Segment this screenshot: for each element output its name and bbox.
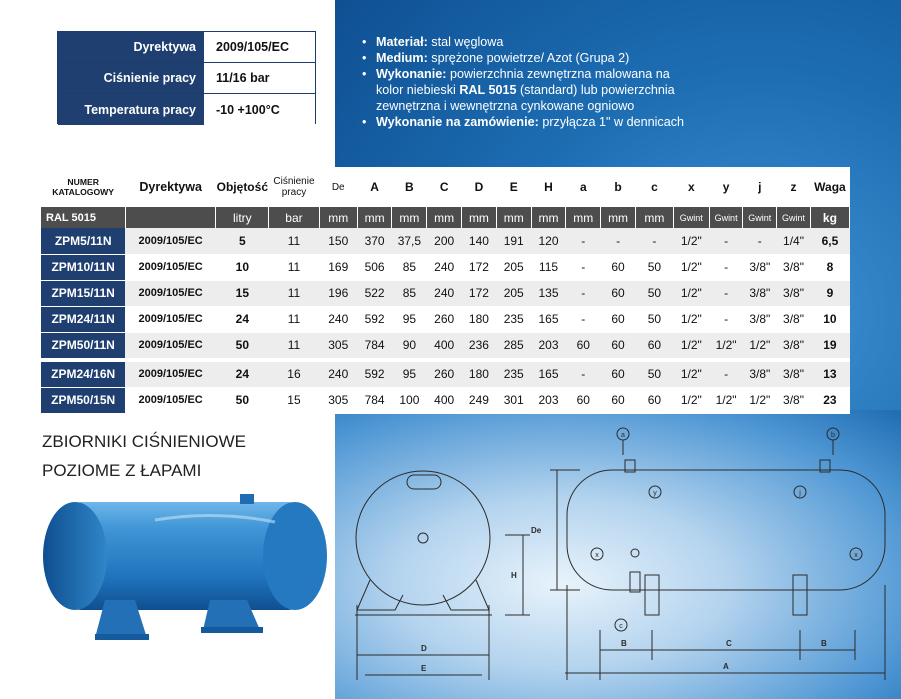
table-cell: 1/2" — [709, 332, 743, 358]
col-header: j — [743, 167, 777, 207]
col-header: z — [777, 167, 811, 207]
col-header: B — [392, 167, 427, 207]
callout-label: j — [799, 490, 801, 497]
table-cell: 2009/105/EC — [125, 228, 216, 254]
table-cell: 95 — [392, 361, 427, 387]
table-cell: 205 — [496, 254, 531, 280]
col-header-pressure: Ciśnienie pracy — [269, 167, 320, 207]
table-cell: 1/2" — [743, 332, 777, 358]
table-cell: 8 — [810, 254, 849, 280]
product-title — [42, 427, 246, 485]
table-cell: 235 — [496, 306, 531, 332]
technical-drawing — [335, 415, 901, 699]
table-cell: 95 — [392, 306, 427, 332]
table-cell: 50 — [635, 306, 673, 332]
table-cell: 50 — [635, 254, 673, 280]
table-cell: 203 — [531, 387, 566, 413]
table-cell: 60 — [635, 332, 673, 358]
unit-cell: mm — [462, 207, 497, 228]
tank-end-view — [356, 471, 490, 605]
table-cell: 1/2" — [673, 306, 709, 332]
table-cell: 24 — [216, 306, 269, 332]
table-row — [41, 280, 850, 306]
dim-label-c: C — [726, 639, 732, 648]
table-cell: 2009/105/EC — [125, 361, 216, 387]
dim-label-e: E — [421, 664, 427, 673]
table-cell: 60 — [635, 387, 673, 413]
table-cell: 180 — [462, 361, 497, 387]
tank-long-view — [567, 470, 885, 590]
table-cell: 1/2" — [673, 332, 709, 358]
feature-text: (standard) lub powierzchnia — [516, 83, 675, 97]
model-number: ZPM24/11N — [41, 306, 125, 332]
callout-label: x — [595, 552, 599, 559]
table-cell: 1/2" — [673, 280, 709, 306]
unit-cell: mm — [319, 207, 357, 228]
unit-cell: mm — [566, 207, 601, 228]
bullet-icon: • — [362, 35, 367, 49]
feature-item — [362, 34, 882, 50]
table-cell: 11 — [269, 228, 320, 254]
table-cell: 3/8" — [743, 280, 777, 306]
table-cell: 784 — [357, 387, 392, 413]
col-header: H — [531, 167, 566, 207]
table-cell: 23 — [810, 387, 849, 413]
tank-photo — [35, 480, 330, 650]
ral-code: RAL 5015 — [459, 83, 517, 97]
table-cell: - — [601, 228, 636, 254]
feature-label: Medium: — [376, 51, 428, 65]
table-cell: 3/8" — [743, 361, 777, 387]
table-cell: 2009/105/EC — [125, 306, 216, 332]
table-cell: 285 — [496, 332, 531, 358]
table-cell: 11 — [269, 306, 320, 332]
table-cell: 165 — [531, 306, 566, 332]
spec-box — [57, 31, 316, 124]
table-cell: 2009/105/EC — [125, 280, 216, 306]
table-cell: 1/2" — [673, 254, 709, 280]
table-cell: 305 — [319, 332, 357, 358]
table-cell: 16 — [269, 361, 320, 387]
col-header: y — [709, 167, 743, 207]
table-cell: 172 — [462, 254, 497, 280]
feature-text: przyłącza 1" w dennicach — [542, 115, 685, 129]
table-cell: 165 — [531, 361, 566, 387]
table-cell: 236 — [462, 332, 497, 358]
table-body — [41, 228, 850, 413]
table-row — [41, 387, 850, 413]
spec-row-temperature — [58, 94, 315, 125]
table-cell: - — [635, 228, 673, 254]
table-cell: 60 — [566, 387, 601, 413]
table-cell: 60 — [601, 280, 636, 306]
model-number: ZPM50/11N — [41, 332, 125, 358]
callout-label: c — [619, 623, 623, 630]
table-cell: 150 — [319, 228, 357, 254]
table-cell: - — [566, 254, 601, 280]
unit-cell: Gwint — [777, 207, 811, 228]
table-cell: 3/8" — [777, 280, 811, 306]
table-cell: 11 — [269, 280, 320, 306]
table-cell: 10 — [810, 306, 849, 332]
model-number: ZPM15/11N — [41, 280, 125, 306]
spec-value: 11/16 bar — [204, 63, 315, 93]
table-cell: - — [709, 228, 743, 254]
table-cell: 11 — [269, 254, 320, 280]
spec-key: Ciśnienie pracy — [58, 63, 204, 93]
col-header: a — [566, 167, 601, 207]
table-cell: 5 — [216, 228, 269, 254]
table-cell: 400 — [427, 332, 462, 358]
table-cell: 50 — [635, 280, 673, 306]
table-cell: 3/8" — [743, 254, 777, 280]
feature-text: sprężone powietrze/ Azot (Grupa 2) — [431, 51, 630, 65]
spec-value: -10 +100°C — [204, 94, 315, 125]
callout-label: x — [854, 552, 858, 559]
spec-key: Dyrektywa — [58, 32, 204, 62]
dim-label-d: D — [421, 644, 427, 653]
spec-row-directive — [58, 32, 315, 63]
col-header-weight: Waga — [810, 167, 849, 207]
table-cell: 85 — [392, 254, 427, 280]
table-cell: 180 — [462, 306, 497, 332]
table-cell: 15 — [216, 280, 269, 306]
col-header: c — [635, 167, 673, 207]
model-number: ZPM10/11N — [41, 254, 125, 280]
table-cell: 592 — [357, 361, 392, 387]
table-cell: 10 — [216, 254, 269, 280]
model-number: ZPM24/16N — [41, 361, 125, 387]
unit-cell: mm — [392, 207, 427, 228]
table-row — [41, 361, 850, 387]
unit-weight: kg — [810, 207, 849, 228]
table-cell: - — [566, 306, 601, 332]
unit-cell: mm — [531, 207, 566, 228]
table-cell: 115 — [531, 254, 566, 280]
model-number: ZPM5/11N — [41, 228, 125, 254]
spec-row-pressure — [58, 63, 315, 94]
unit-cell: mm — [357, 207, 392, 228]
bullet-icon: • — [362, 67, 367, 81]
table-cell: - — [709, 280, 743, 306]
callout-label: b — [831, 432, 835, 439]
table-cell: 11 — [269, 332, 320, 358]
feature-label: Materiał: — [376, 35, 428, 49]
col-header-catalog: NUMER KATALOGOWY — [41, 167, 125, 207]
table-cell: 2009/105/EC — [125, 387, 216, 413]
unit-cell: mm — [601, 207, 636, 228]
spec-value: 2009/105/EC — [204, 32, 315, 62]
table-cell: - — [566, 361, 601, 387]
table-cell: 9 — [810, 280, 849, 306]
table-cell: - — [709, 361, 743, 387]
feature-item — [362, 50, 882, 66]
feature-item — [362, 114, 882, 130]
table-cell: 370 — [357, 228, 392, 254]
table-cell: 200 — [427, 228, 462, 254]
table-cell: 85 — [392, 280, 427, 306]
spec-key: Temperatura pracy — [58, 94, 204, 125]
product-title-line: ZBIORNIKI CIŚNIENIOWE — [42, 432, 247, 451]
callout-label: a — [621, 432, 625, 439]
unit-cell: Gwint — [709, 207, 743, 228]
dim-label-a: A — [723, 662, 729, 671]
col-header: C — [427, 167, 462, 207]
table-cell: - — [566, 228, 601, 254]
feature-label: Wykonanie na zamówienie: — [376, 115, 539, 129]
callout-label: y — [653, 490, 657, 497]
dim-label-b: B — [621, 639, 627, 648]
dim-label-de: De — [531, 526, 542, 535]
table-cell: 169 — [319, 254, 357, 280]
table-cell: - — [709, 254, 743, 280]
table-cell: 249 — [462, 387, 497, 413]
unit-ral: RAL 5015 — [41, 207, 125, 228]
table-cell: 205 — [496, 280, 531, 306]
table-cell: 3/8" — [777, 306, 811, 332]
table-cell: 784 — [357, 332, 392, 358]
feature-text: powierzchnia zewnętrzna malowana na — [449, 67, 670, 81]
unit-directive — [125, 207, 216, 228]
table-cell: 1/2" — [673, 228, 709, 254]
bullet-icon: • — [362, 115, 367, 129]
dim-label-b: B — [821, 639, 827, 648]
feature-continuation: zewnętrzna i wewnętrzna cynkowane ogniowo — [376, 99, 635, 113]
table-cell: 50 — [216, 387, 269, 413]
feature-text: stal węglowa — [431, 35, 504, 49]
table-cell: 24 — [216, 361, 269, 387]
table-cell: 305 — [319, 387, 357, 413]
table-cell: 120 — [531, 228, 566, 254]
table-cell: 592 — [357, 306, 392, 332]
table-cell: 60 — [566, 332, 601, 358]
table-cell: 240 — [427, 254, 462, 280]
table-cell: 1/2" — [709, 387, 743, 413]
table-header-row — [41, 167, 850, 207]
table-cell: 60 — [601, 254, 636, 280]
col-header: E — [496, 167, 531, 207]
feature-text: kolor niebieski — [376, 83, 460, 97]
table-cell: 3/8" — [777, 254, 811, 280]
model-number: ZPM50/15N — [41, 387, 125, 413]
table-cell: 50 — [635, 361, 673, 387]
spec-table — [41, 167, 850, 414]
table-cell: - — [743, 228, 777, 254]
table-cell: 90 — [392, 332, 427, 358]
col-header-directive: Dyrektywa — [125, 167, 216, 207]
table-cell: 60 — [601, 306, 636, 332]
table-cell: 203 — [531, 332, 566, 358]
col-header: D — [462, 167, 497, 207]
table-cell: 240 — [319, 306, 357, 332]
table-cell: 60 — [601, 332, 636, 358]
table-cell: 301 — [496, 387, 531, 413]
col-header: x — [673, 167, 709, 207]
unit-cell: mm — [427, 207, 462, 228]
table-cell: 260 — [427, 306, 462, 332]
table-cell: 37,5 — [392, 228, 427, 254]
table-cell: 50 — [216, 332, 269, 358]
col-header: De — [319, 167, 357, 207]
table-cell: 400 — [427, 387, 462, 413]
feature-label: Wykonanie: — [376, 67, 447, 81]
bullet-icon: • — [362, 51, 367, 65]
table-unit-row — [41, 207, 850, 228]
feature-item — [362, 66, 882, 82]
table-row — [41, 228, 850, 254]
table-cell: 100 — [392, 387, 427, 413]
table-cell: 3/8" — [743, 306, 777, 332]
table-cell: 235 — [496, 361, 531, 387]
table-cell: 13 — [810, 361, 849, 387]
table-cell: 506 — [357, 254, 392, 280]
table-cell: 60 — [601, 361, 636, 387]
table-cell: 1/2" — [673, 387, 709, 413]
table-cell: 2009/105/EC — [125, 332, 216, 358]
dim-label-h: H — [511, 571, 517, 580]
table-row — [41, 254, 850, 280]
table-cell: 135 — [531, 280, 566, 306]
table-cell: 240 — [427, 280, 462, 306]
table-cell: 3/8" — [777, 332, 811, 358]
unit-cell: Gwint — [673, 207, 709, 228]
table-cell: - — [566, 280, 601, 306]
table-cell: 15 — [269, 387, 320, 413]
table-cell: - — [709, 306, 743, 332]
unit-cell: mm — [635, 207, 673, 228]
table-row — [41, 332, 850, 358]
table-cell: 60 — [601, 387, 636, 413]
feature-list — [362, 34, 882, 130]
unit-volume: litry — [216, 207, 269, 228]
table-cell: 6,5 — [810, 228, 849, 254]
table-cell: 3/8" — [777, 361, 811, 387]
table-cell: 140 — [462, 228, 497, 254]
unit-cell: Gwint — [743, 207, 777, 228]
col-header: b — [601, 167, 636, 207]
table-row — [41, 306, 850, 332]
table-cell: 19 — [810, 332, 849, 358]
table-cell: 260 — [427, 361, 462, 387]
table-cell: 1/2" — [743, 387, 777, 413]
table-cell: 1/2" — [673, 361, 709, 387]
table-cell: 522 — [357, 280, 392, 306]
unit-cell: mm — [496, 207, 531, 228]
table-cell: 240 — [319, 361, 357, 387]
col-header-volume: Objętość — [216, 167, 269, 207]
table-cell: 191 — [496, 228, 531, 254]
col-header: A — [357, 167, 392, 207]
table-cell: 172 — [462, 280, 497, 306]
unit-pressure: bar — [269, 207, 320, 228]
feature-continuation — [362, 82, 882, 98]
table-cell: 196 — [319, 280, 357, 306]
table-cell: 1/4" — [777, 228, 811, 254]
product-title-line: POZIOME Z ŁAPAMI — [42, 461, 202, 480]
table-cell: 3/8" — [777, 387, 811, 413]
table-cell: 2009/105/EC — [125, 254, 216, 280]
